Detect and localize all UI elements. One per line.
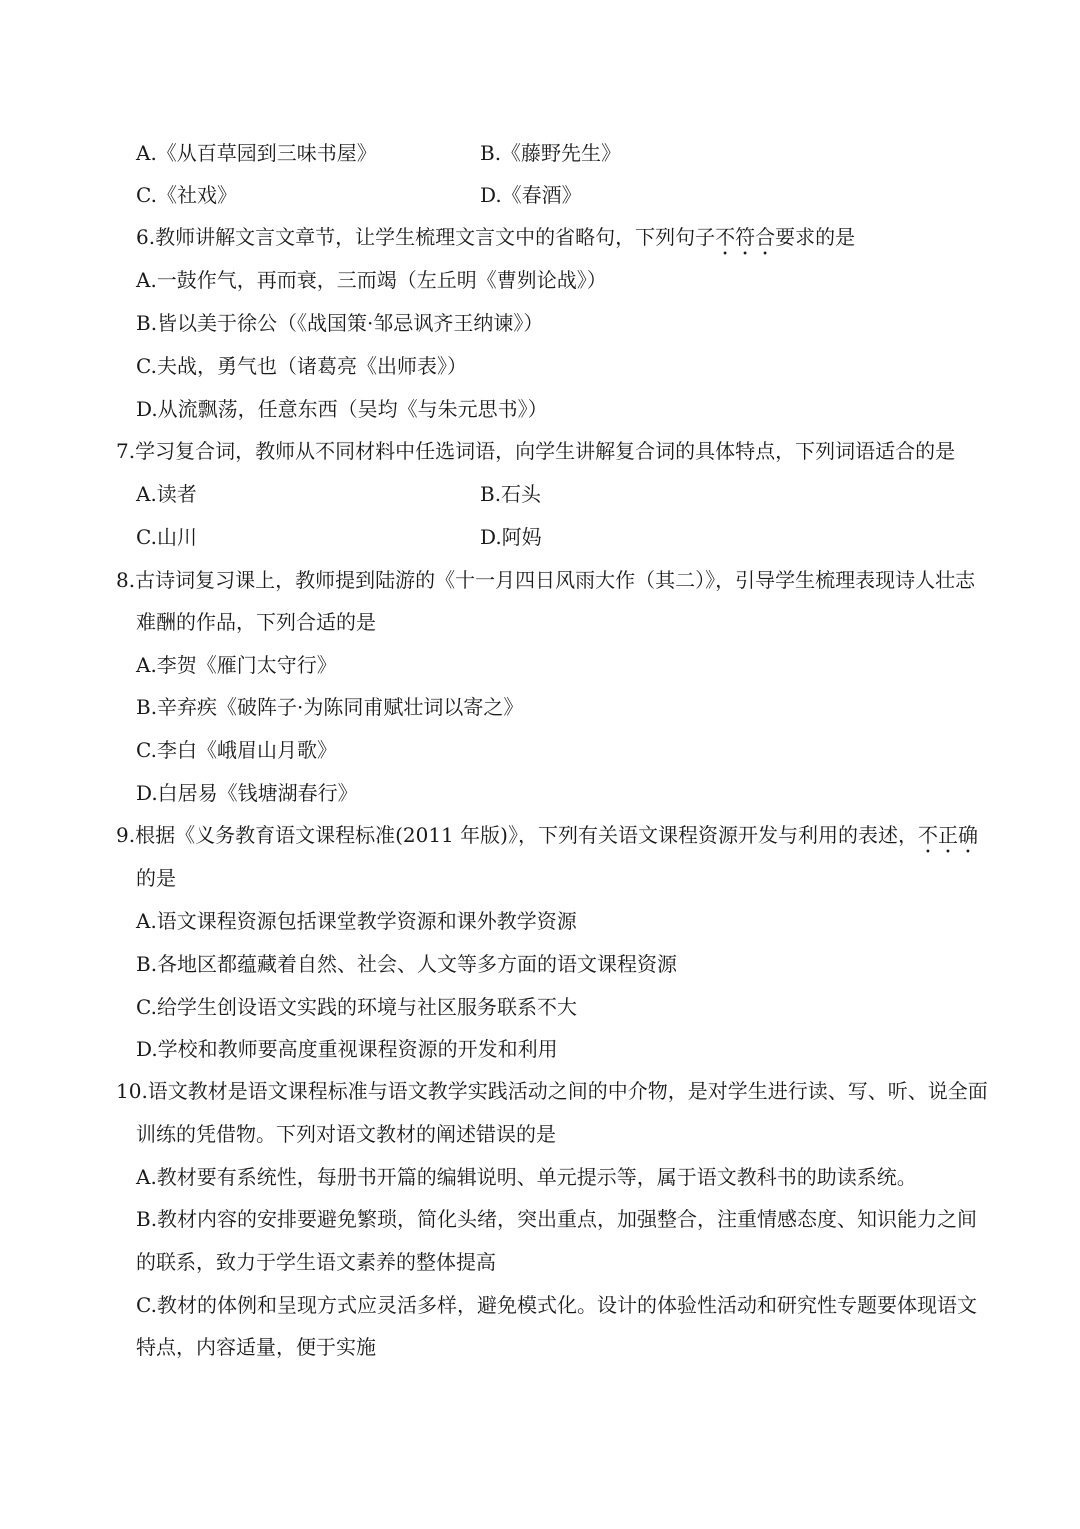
q9-option-b: B.各地区都蕴藏着自然、社会、人文等多方面的语文课程资源 xyxy=(136,952,678,976)
q9-stem-line1 xyxy=(116,822,978,858)
q5-option-b: B.《藤野先生》 xyxy=(480,141,622,165)
q10-option-a: A.教材要有系统性，每册书开篇的编辑说明、单元提示等，属于语文教科书的助读系统。 xyxy=(136,1165,917,1189)
q9-stem-line2: 的是 xyxy=(136,866,176,890)
q8-stem-line1: 8.古诗词复习课上，教师提到陆游的《十一月四日风雨大作（其二）》，引导学生梳理表现诗人壮志 xyxy=(116,568,976,592)
q9-option-c: C.给学生创设语文实践的环境与社区服务联系不大 xyxy=(136,995,577,1019)
q10-option-c-line1: C.教材的体例和呈现方式应灵活多样，避免模式化。设计的体验性活动和研究性专题要体现语文 xyxy=(136,1293,977,1317)
q5-option-c: C.《社戏》 xyxy=(136,183,237,207)
q10-option-b-line2: 的联系，致力于学生语文素养的整体提高 xyxy=(136,1250,496,1274)
q7-stem: 7.学习复合词，教师从不同材料中任选词语，向学生讲解复合词的具体特点，下列词语适合的是 xyxy=(116,439,956,463)
q6-option-b: B.皆以美于徐公（《战国策·邹忌讽齐王纳谏》） xyxy=(136,311,544,335)
q9-option-a: A.语文课程资源包括课堂教学资源和课外教学资源 xyxy=(136,909,577,933)
q7-option-a: A.读者 xyxy=(136,482,197,506)
q8-stem-line2: 难酬的作品，下列合适的是 xyxy=(136,610,376,634)
q6-option-d: D.从流飘荡，任意东西（吴均《与朱元思书》） xyxy=(136,397,548,421)
q6-option-a: A.一鼓作气，再而衰，三而竭（左丘明《曹刿论战》） xyxy=(136,268,607,292)
q10-option-c-line2: 特点，内容适量，便于实施 xyxy=(136,1335,376,1359)
q10-option-b-line1: B.教材内容的安排要避免繁琐，简化头绪，突出重点，加强整合，注重情感态度、知识能力之间 xyxy=(136,1207,978,1231)
q7-option-b: B.石头 xyxy=(480,482,542,506)
q6-stem xyxy=(136,224,855,260)
q8-option-b: B.辛弃疾《破阵子·为陈同甫赋壮词以寄之》 xyxy=(136,695,524,719)
q5-option-d: D.《春酒》 xyxy=(480,183,582,207)
q6-stem-pre: 6.教师讲解文言文章节，让学生梳理文言文中的省略句，下列句子 xyxy=(136,225,716,249)
q10-stem-line2: 训练的凭借物。下列对语文教材的阐述错误的是 xyxy=(136,1122,556,1146)
q6-stem-post: 要求的是 xyxy=(775,225,856,249)
q10-stem-line1: 10.语文教材是语文课程标准与语文教学实践活动之间的中介物，是对学生进行读、写、听、说全面 xyxy=(116,1079,988,1103)
q9-stem-pre: 9.根据《义务教育语文课程标准(2011 年版)》，下列有关语文课程资源开发与利用的表述， xyxy=(116,823,918,847)
q9-stem-emphasis: 不正确 xyxy=(917,823,978,847)
q9-option-d: D.学校和教师要高度重视课程资源的开发和利用 xyxy=(136,1037,558,1061)
q6-stem-emphasis: 不符合 xyxy=(715,225,776,249)
q8-option-c: C.李白《峨眉山月歌》 xyxy=(136,738,337,762)
q8-option-d: D.白居易《钱塘湖春行》 xyxy=(136,781,358,805)
q7-option-c: C.山川 xyxy=(136,525,197,549)
q6-option-c: C.夫战，勇气也（诸葛亮《出师表》） xyxy=(136,354,467,378)
q5-option-a: A.《从百草园到三味书屋》 xyxy=(136,141,377,165)
q8-option-a: A.李贺《雁门太守行》 xyxy=(136,653,337,677)
q7-option-d: D.阿妈 xyxy=(480,525,542,549)
